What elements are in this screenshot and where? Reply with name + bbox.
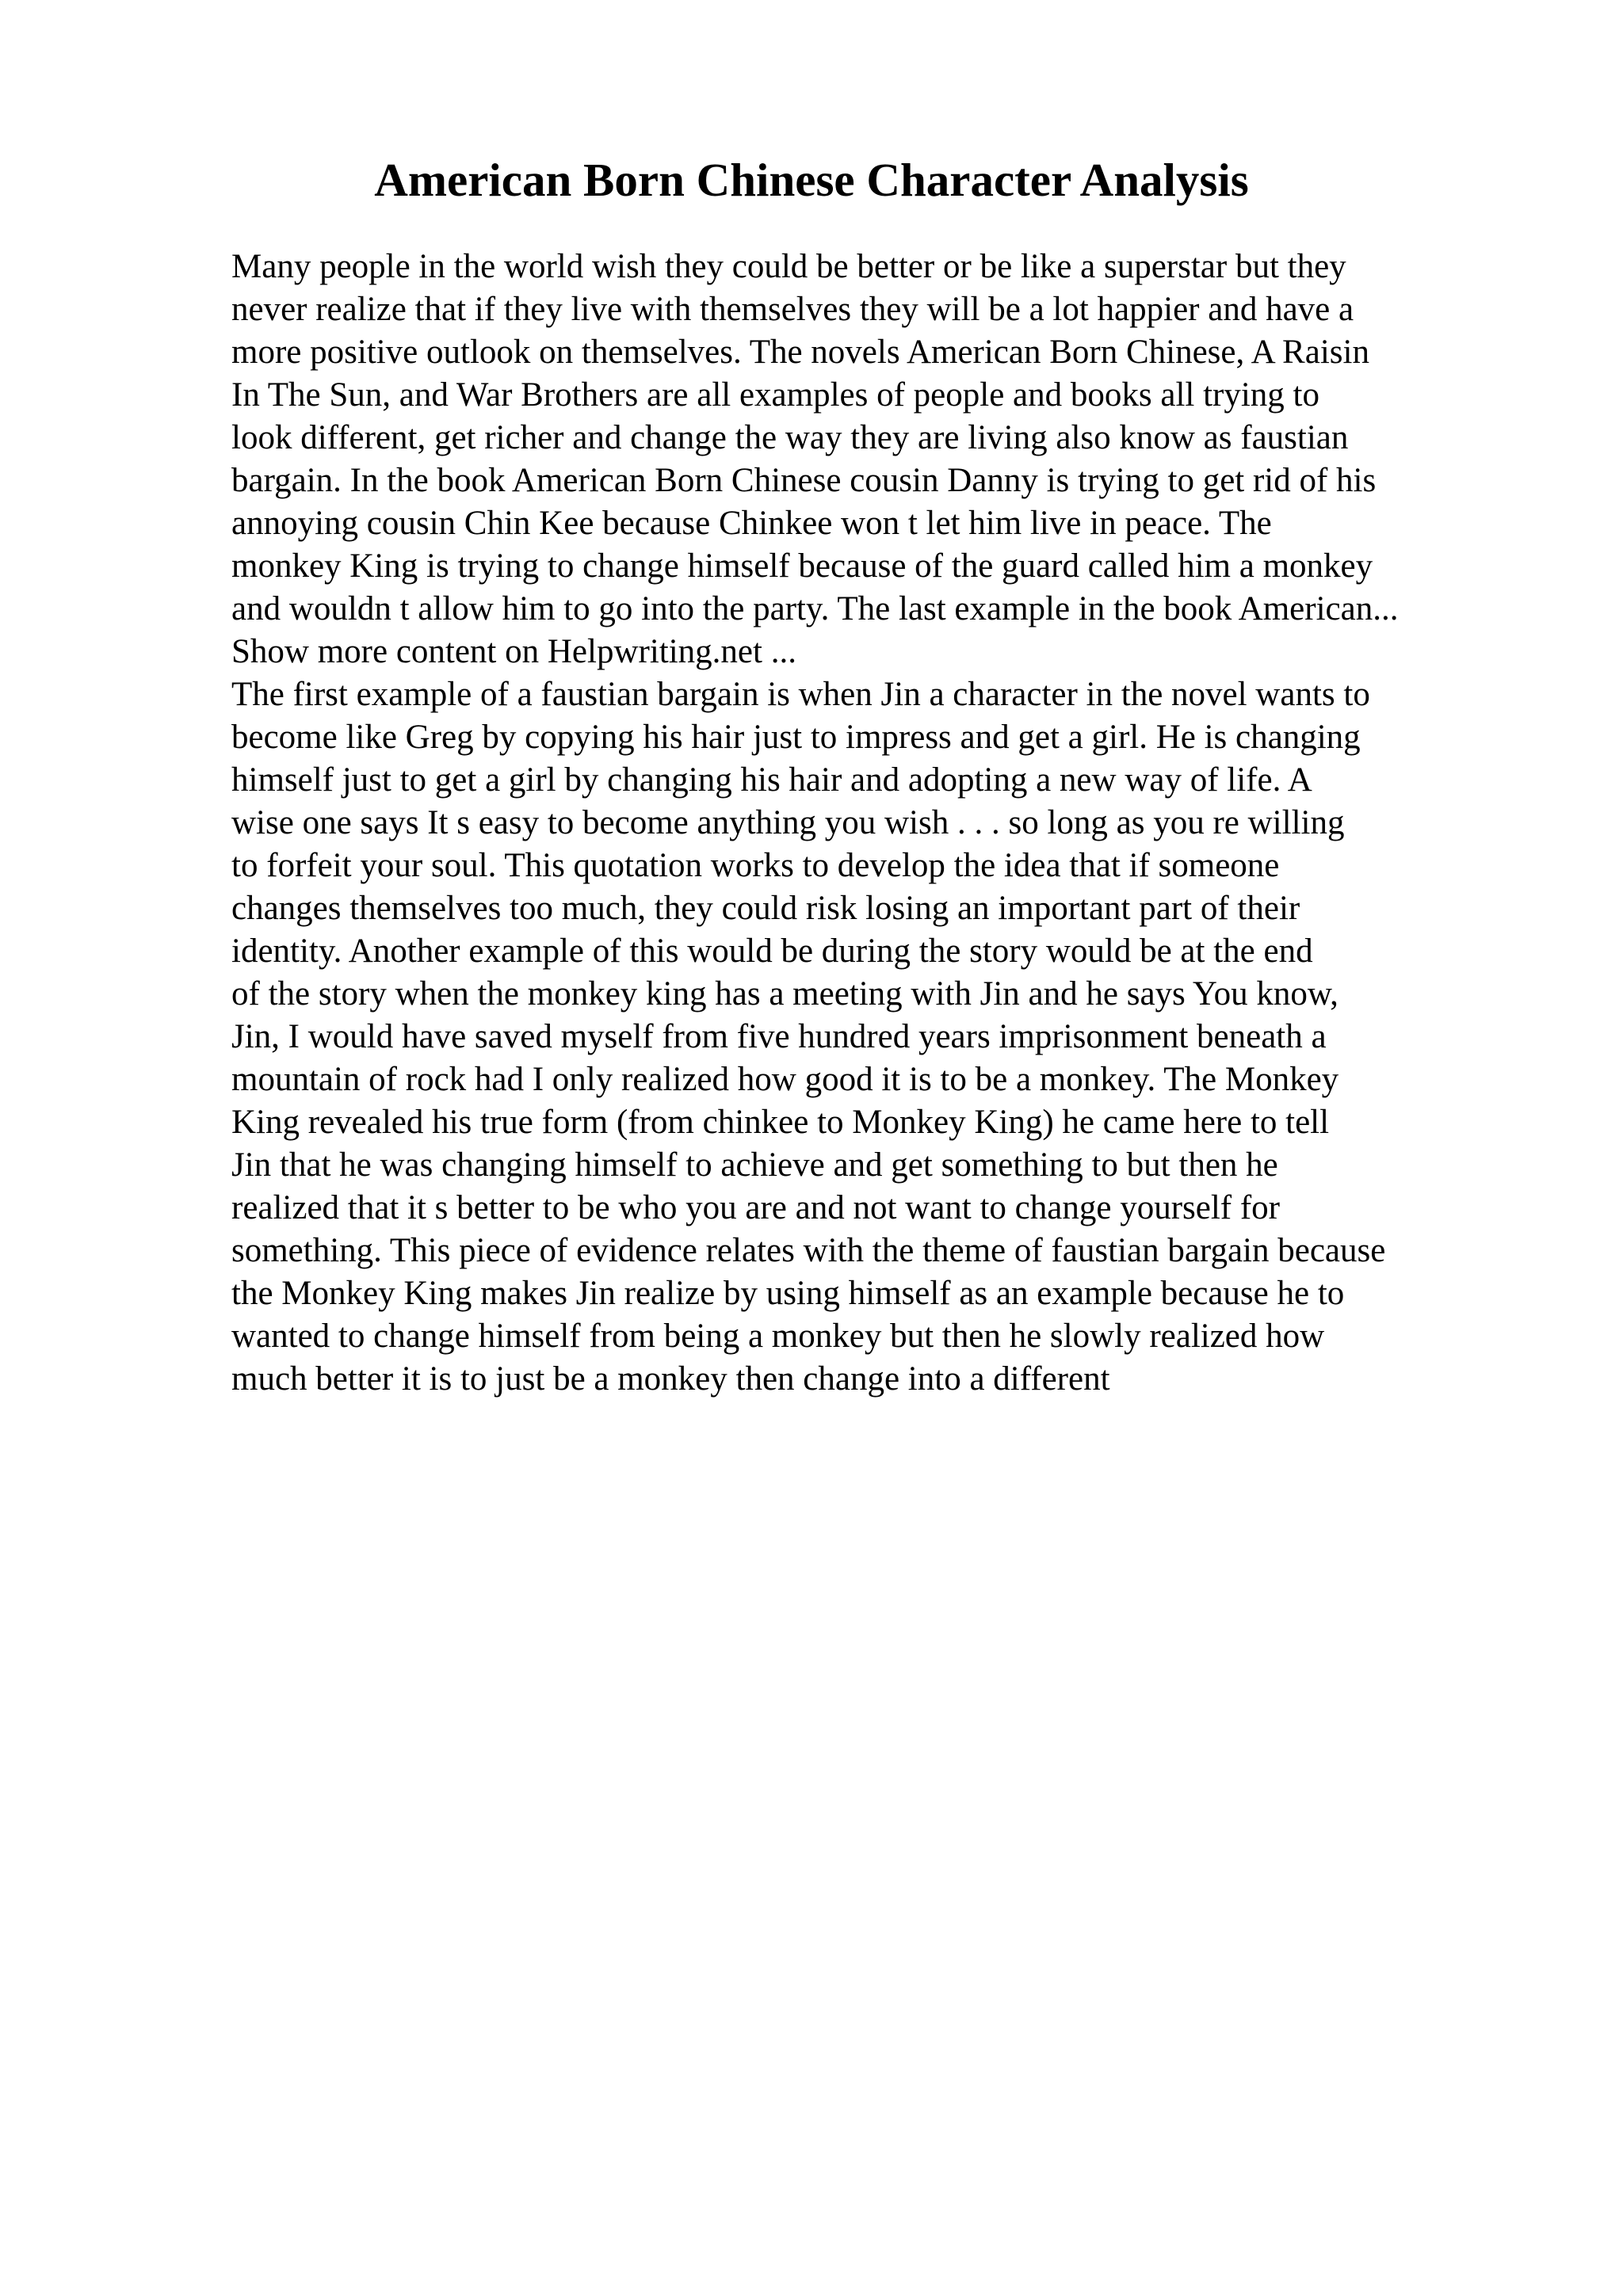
paragraph-line: King revealed his true form (from chinkee to Monkey King) he came here to tell (231, 1104, 1330, 1141)
paragraph-line: of the story when the monkey king has a meeting with Jin and he says You know, (231, 975, 1338, 1013)
paragraph-line: never realize that if they live with themselves they will be a lot happier and have a (231, 291, 1354, 328)
paragraph-line: Jin, I would have saved myself from five hundred years imprisonment beneath a (231, 1018, 1327, 1055)
document-body (231, 246, 1515, 1401)
paragraph-line: bargain. In the book American Born Chinese cousin Danny is trying to get rid of his (231, 462, 1377, 499)
paragraph-line: Many people in the world wish they could be better or be like a superstar but they (231, 248, 1346, 285)
paragraph-line: wanted to change himself from being a monkey but then he slowly realized how (231, 1318, 1325, 1355)
paragraph-line: look different, get richer and change the way they are living also know as faustian (231, 419, 1349, 456)
paragraph-line: realized that it s better to be who you are and not want to change yourself for (231, 1189, 1280, 1226)
show-more-link[interactable]: Show more content on Helpwriting.net ... (231, 633, 796, 670)
paragraph-line: much better it is to just be a monkey then change into a different (231, 1360, 1110, 1398)
paragraph-line: monkey King is trying to change himself because of the guard called him a monkey (231, 547, 1373, 585)
paragraph-line: become like Greg by copying his hair just to impress and get a girl. He is changing (231, 719, 1361, 756)
paragraph-line: changes themselves too much, they could risk losing an important part of their (231, 890, 1300, 927)
paragraph-line: more positive outlook on themselves. The novels American Born Chinese, A Raisin (231, 334, 1369, 371)
paragraph-line: the Monkey King makes Jin realize by using himself as an example because he to (231, 1275, 1345, 1312)
paragraph-line: Jin that he was changing himself to achieve and get something to but then he (231, 1146, 1278, 1184)
paragraph-line: himself just to get a girl by changing his hair and adopting a new way of life. A (231, 761, 1312, 799)
paragraph-line: and wouldn t allow him to go into the party. The last example in the book American... (231, 590, 1399, 627)
paragraph-line: The first example of a faustian bargain is when Jin a character in the novel wants to (231, 676, 1370, 713)
paragraph-line: In The Sun, and War Brothers are all examples of people and books all trying to (231, 376, 1319, 414)
paragraph-line: wise one says It s easy to become anything you wish . . . so long as you re willing (231, 804, 1345, 841)
paragraph-line: mountain of rock had I only realized how good it is to be a monkey. The Monkey (231, 1061, 1339, 1098)
paragraph-line: identity. Another example of this would be during the story would be at the end (231, 933, 1313, 970)
paragraph-line: annoying cousin Chin Kee because Chinkee won t let him live in peace. The (231, 505, 1272, 542)
document-title: American Born Chinese Character Analysis (374, 154, 1249, 206)
paragraph-line: to forfeit your soul. This quotation works to develop the idea that if someone (231, 847, 1280, 884)
paragraph-line: something. This piece of evidence relates with the theme of faustian bargain because (231, 1232, 1386, 1269)
